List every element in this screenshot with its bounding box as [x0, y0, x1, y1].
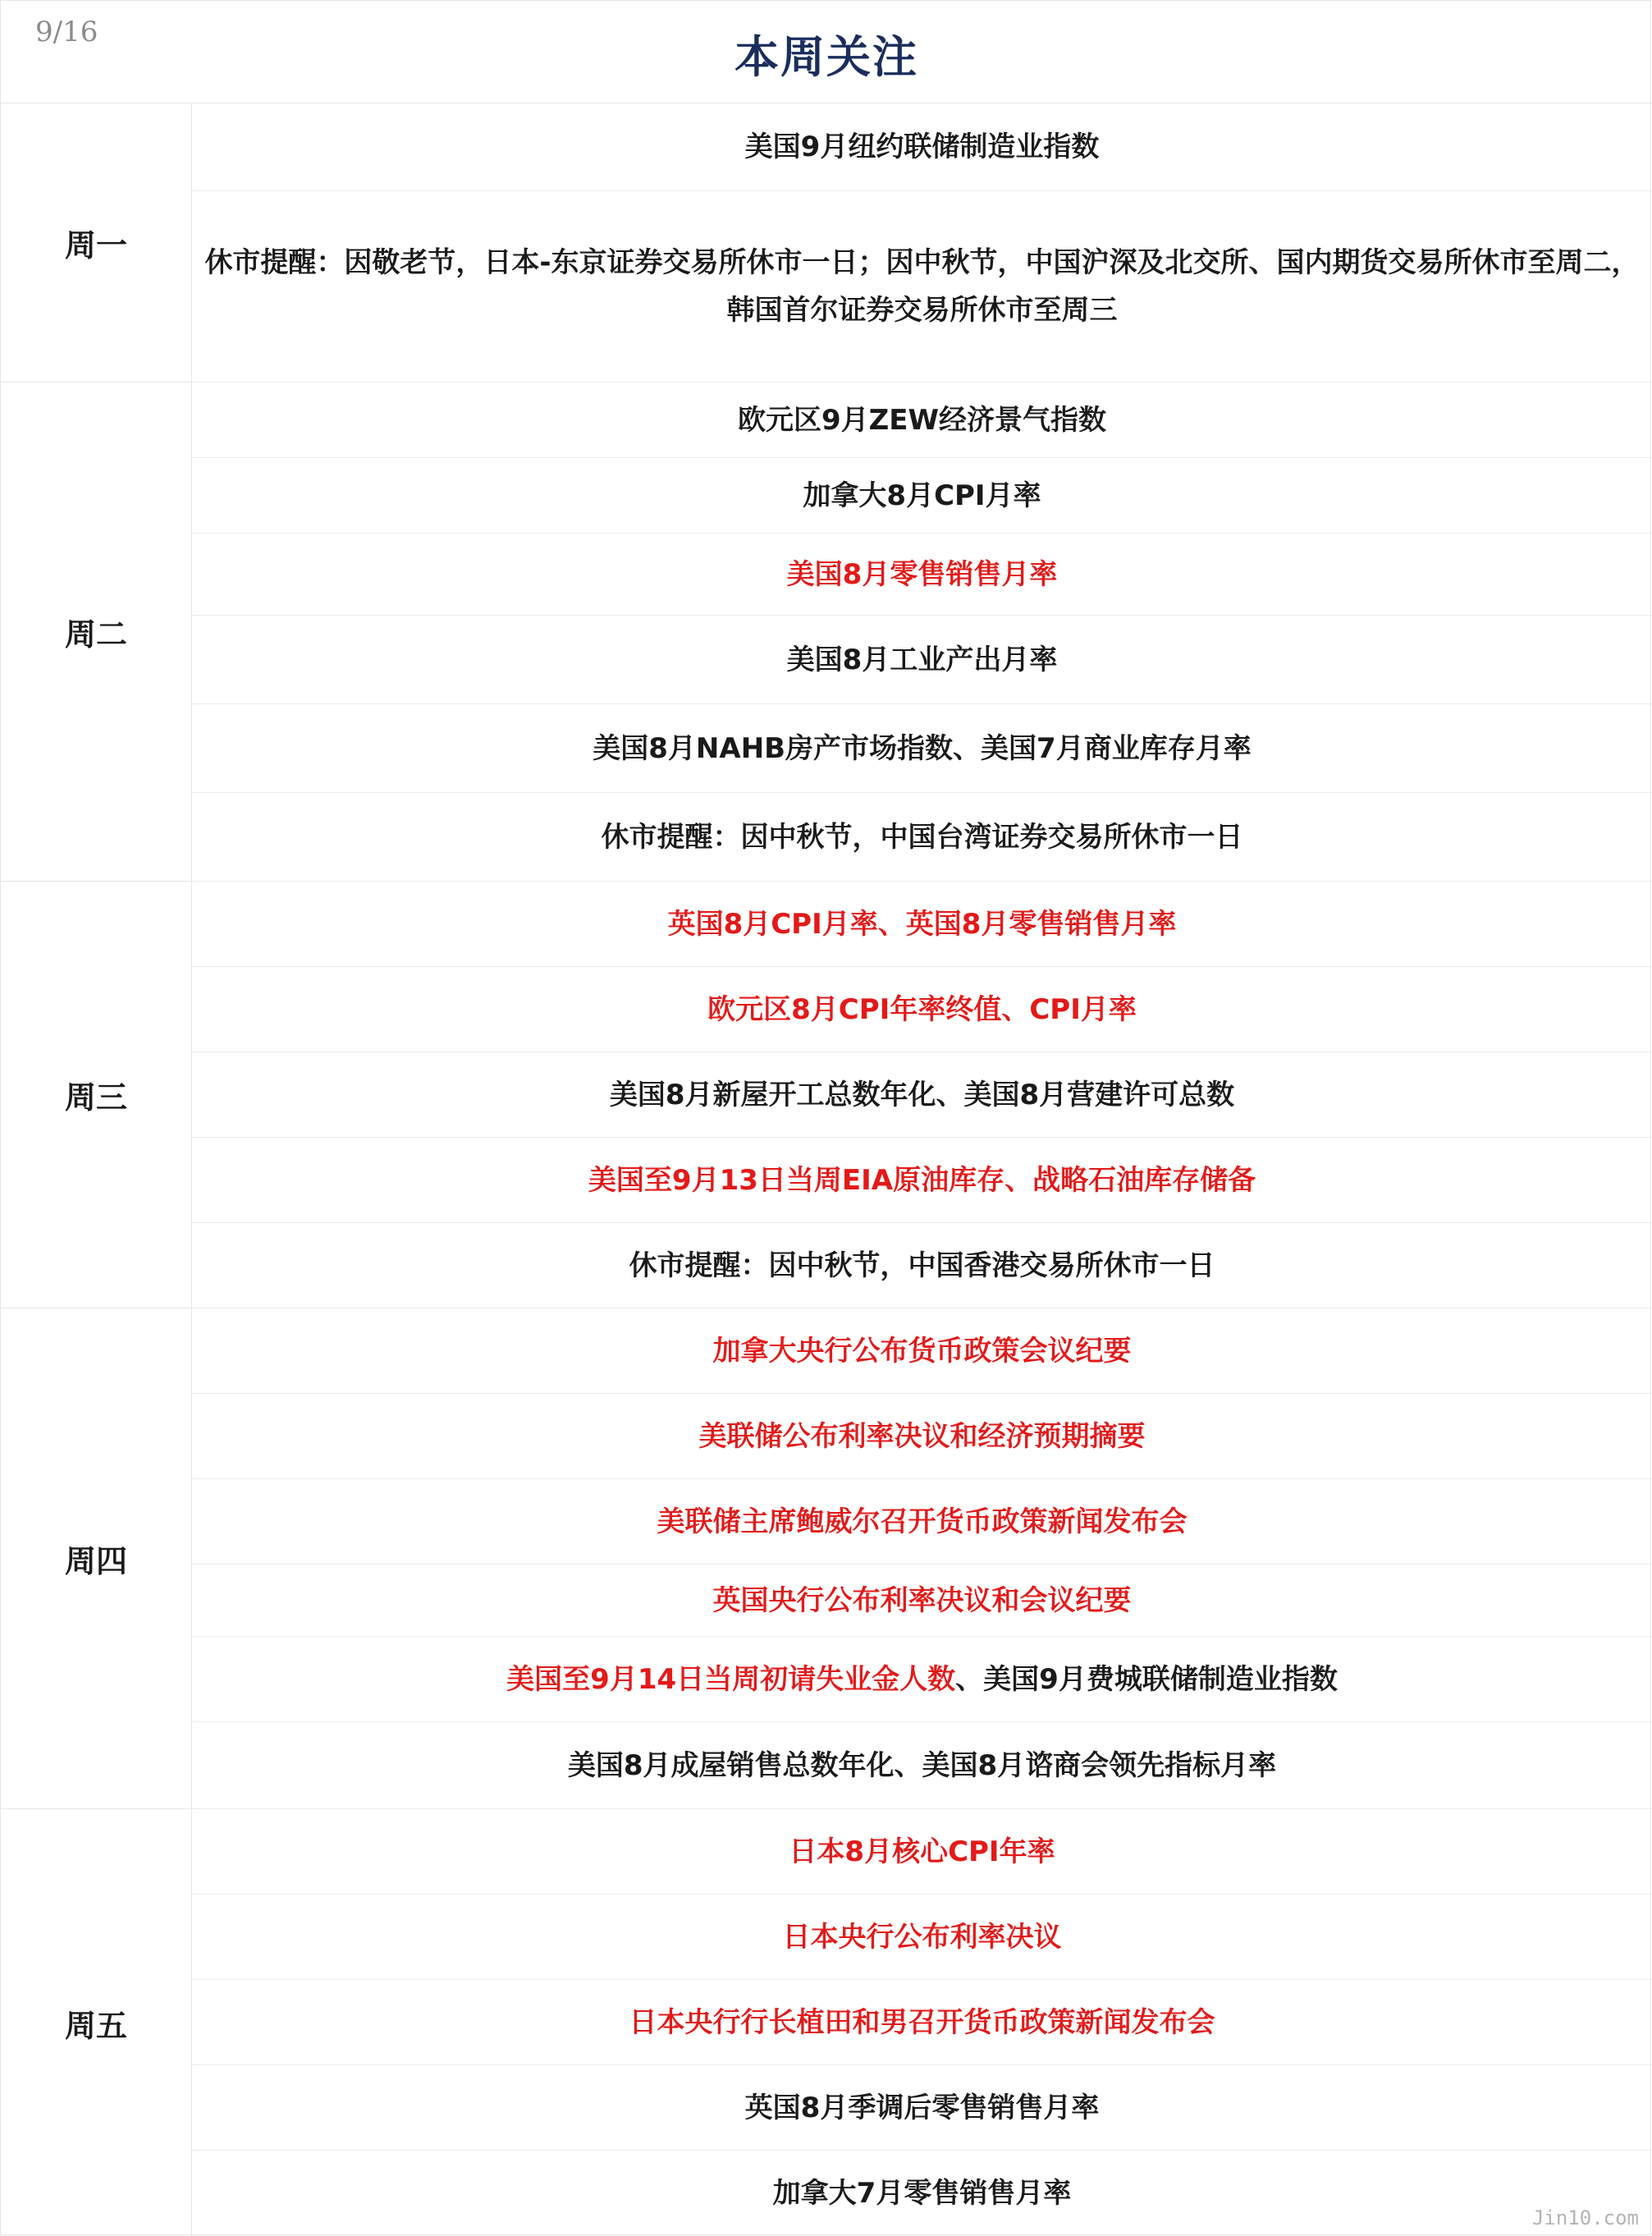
- event-text: 欧元区9月ZEW经济景气指数: [737, 403, 1107, 437]
- event-text: 加拿大8月CPI月率: [803, 479, 1041, 512]
- event-row: [192, 2151, 1652, 2236]
- event-text: 美联储主席鲍威尔召开货币政策新闻发布会: [657, 1505, 1188, 1538]
- event-row: [192, 616, 1652, 704]
- day-cell-wednesday: [1, 882, 191, 1308]
- event-text: 美国至9月13日当周EIA原油库存、战略石油库存储备: [588, 1163, 1256, 1197]
- day-label: 周五: [64, 2007, 127, 2044]
- event-row: [192, 1809, 1652, 1895]
- event-row: [192, 458, 1652, 534]
- event-row: [192, 383, 1652, 458]
- event-text: 英国8月季调后零售销售月率: [744, 2091, 1100, 2124]
- event-text: 欧元区8月CPI年率终值、CPI月率: [707, 992, 1137, 1026]
- event-row: [192, 704, 1652, 793]
- event-text: 日本央行公布利率决议: [782, 1920, 1062, 1954]
- event-row: [192, 2065, 1652, 2151]
- event-row: [192, 1722, 1652, 1809]
- day-cell-monday: [1, 103, 191, 383]
- event-text: 美国9月纽约联储制造业指数: [744, 131, 1100, 163]
- event-text: 美联储公布利率决议和经济预期摘要: [698, 1419, 1146, 1453]
- event-text: 美国8月NAHB房产市场指数、美国7月商业库存月率: [593, 731, 1252, 765]
- event-row: [192, 1565, 1652, 1637]
- event-text: 美国8月零售销售月率: [786, 557, 1058, 591]
- event-text: 美国8月新屋开工总数年化、美国8月营建许可总数: [609, 1078, 1235, 1111]
- event-row: [192, 1223, 1652, 1308]
- day-cell-thursday: [1, 1308, 191, 1809]
- event-row: [192, 1308, 1652, 1394]
- event-row: [192, 1052, 1652, 1138]
- event-row: [192, 1895, 1652, 1980]
- day-cell-tuesday: [1, 383, 191, 882]
- event-text: 美国8月成屋销售总数年化、美国8月谘商会领先指标月率: [567, 1748, 1277, 1782]
- event-text: 日本8月核心CPI年率: [789, 1835, 1055, 1868]
- event-text: 美国8月工业产出月率: [786, 643, 1058, 676]
- event-row: [192, 793, 1652, 882]
- day-label: 周四: [64, 1543, 127, 1579]
- event-text: 日本央行行长植田和男召开货币政策新闻发布会: [629, 2005, 1215, 2039]
- event-row: [192, 534, 1652, 616]
- page-number: 9/16: [35, 16, 98, 48]
- event-text: 英国央行公布利率决议和会议纪要: [712, 1583, 1132, 1617]
- day-cell-friday: [1, 1809, 191, 2236]
- event-row: [192, 882, 1652, 967]
- event-text: 休市提醒：因敬老节，日本-东京证券交易所休市一日；因中秋节，中国沪深及北交所、国内期货交易所休市至周二，韩国首尔证券交易所休市至周三: [204, 246, 1640, 327]
- event-text: 加拿大7月零售销售月率: [772, 2177, 1072, 2210]
- event-text: 加拿大央行公布货币政策会议纪要: [712, 1334, 1132, 1368]
- day-label: 周二: [64, 616, 127, 653]
- event-row: [192, 967, 1652, 1052]
- event-text-highlight: 美国至9月14日当周初请失业金人数: [506, 1662, 956, 1696]
- event-row: [192, 103, 1652, 191]
- event-row: [192, 191, 1652, 383]
- event-row: [192, 1479, 1652, 1565]
- event-text: 休市提醒：因中秋节，中国台湾证券交易所休市一日: [601, 820, 1243, 854]
- day-label: 周三: [64, 1079, 127, 1116]
- event-text-mixed: [506, 1656, 1338, 1703]
- event-row: [192, 1394, 1652, 1479]
- watermark: Jin10.com: [1531, 2206, 1639, 2229]
- page-title: 本周关注: [734, 31, 918, 83]
- event-text-normal: 、美国9月费城联储制造业指数: [955, 1662, 1338, 1696]
- event-row: [192, 1980, 1652, 2065]
- event-text: 英国8月CPI月率、英国8月零售销售月率: [667, 907, 1177, 941]
- day-label: 周一: [64, 227, 127, 263]
- event-row: [192, 1138, 1652, 1223]
- event-row: [192, 1637, 1652, 1722]
- event-text: 休市提醒：因中秋节，中国香港交易所休市一日: [629, 1249, 1215, 1282]
